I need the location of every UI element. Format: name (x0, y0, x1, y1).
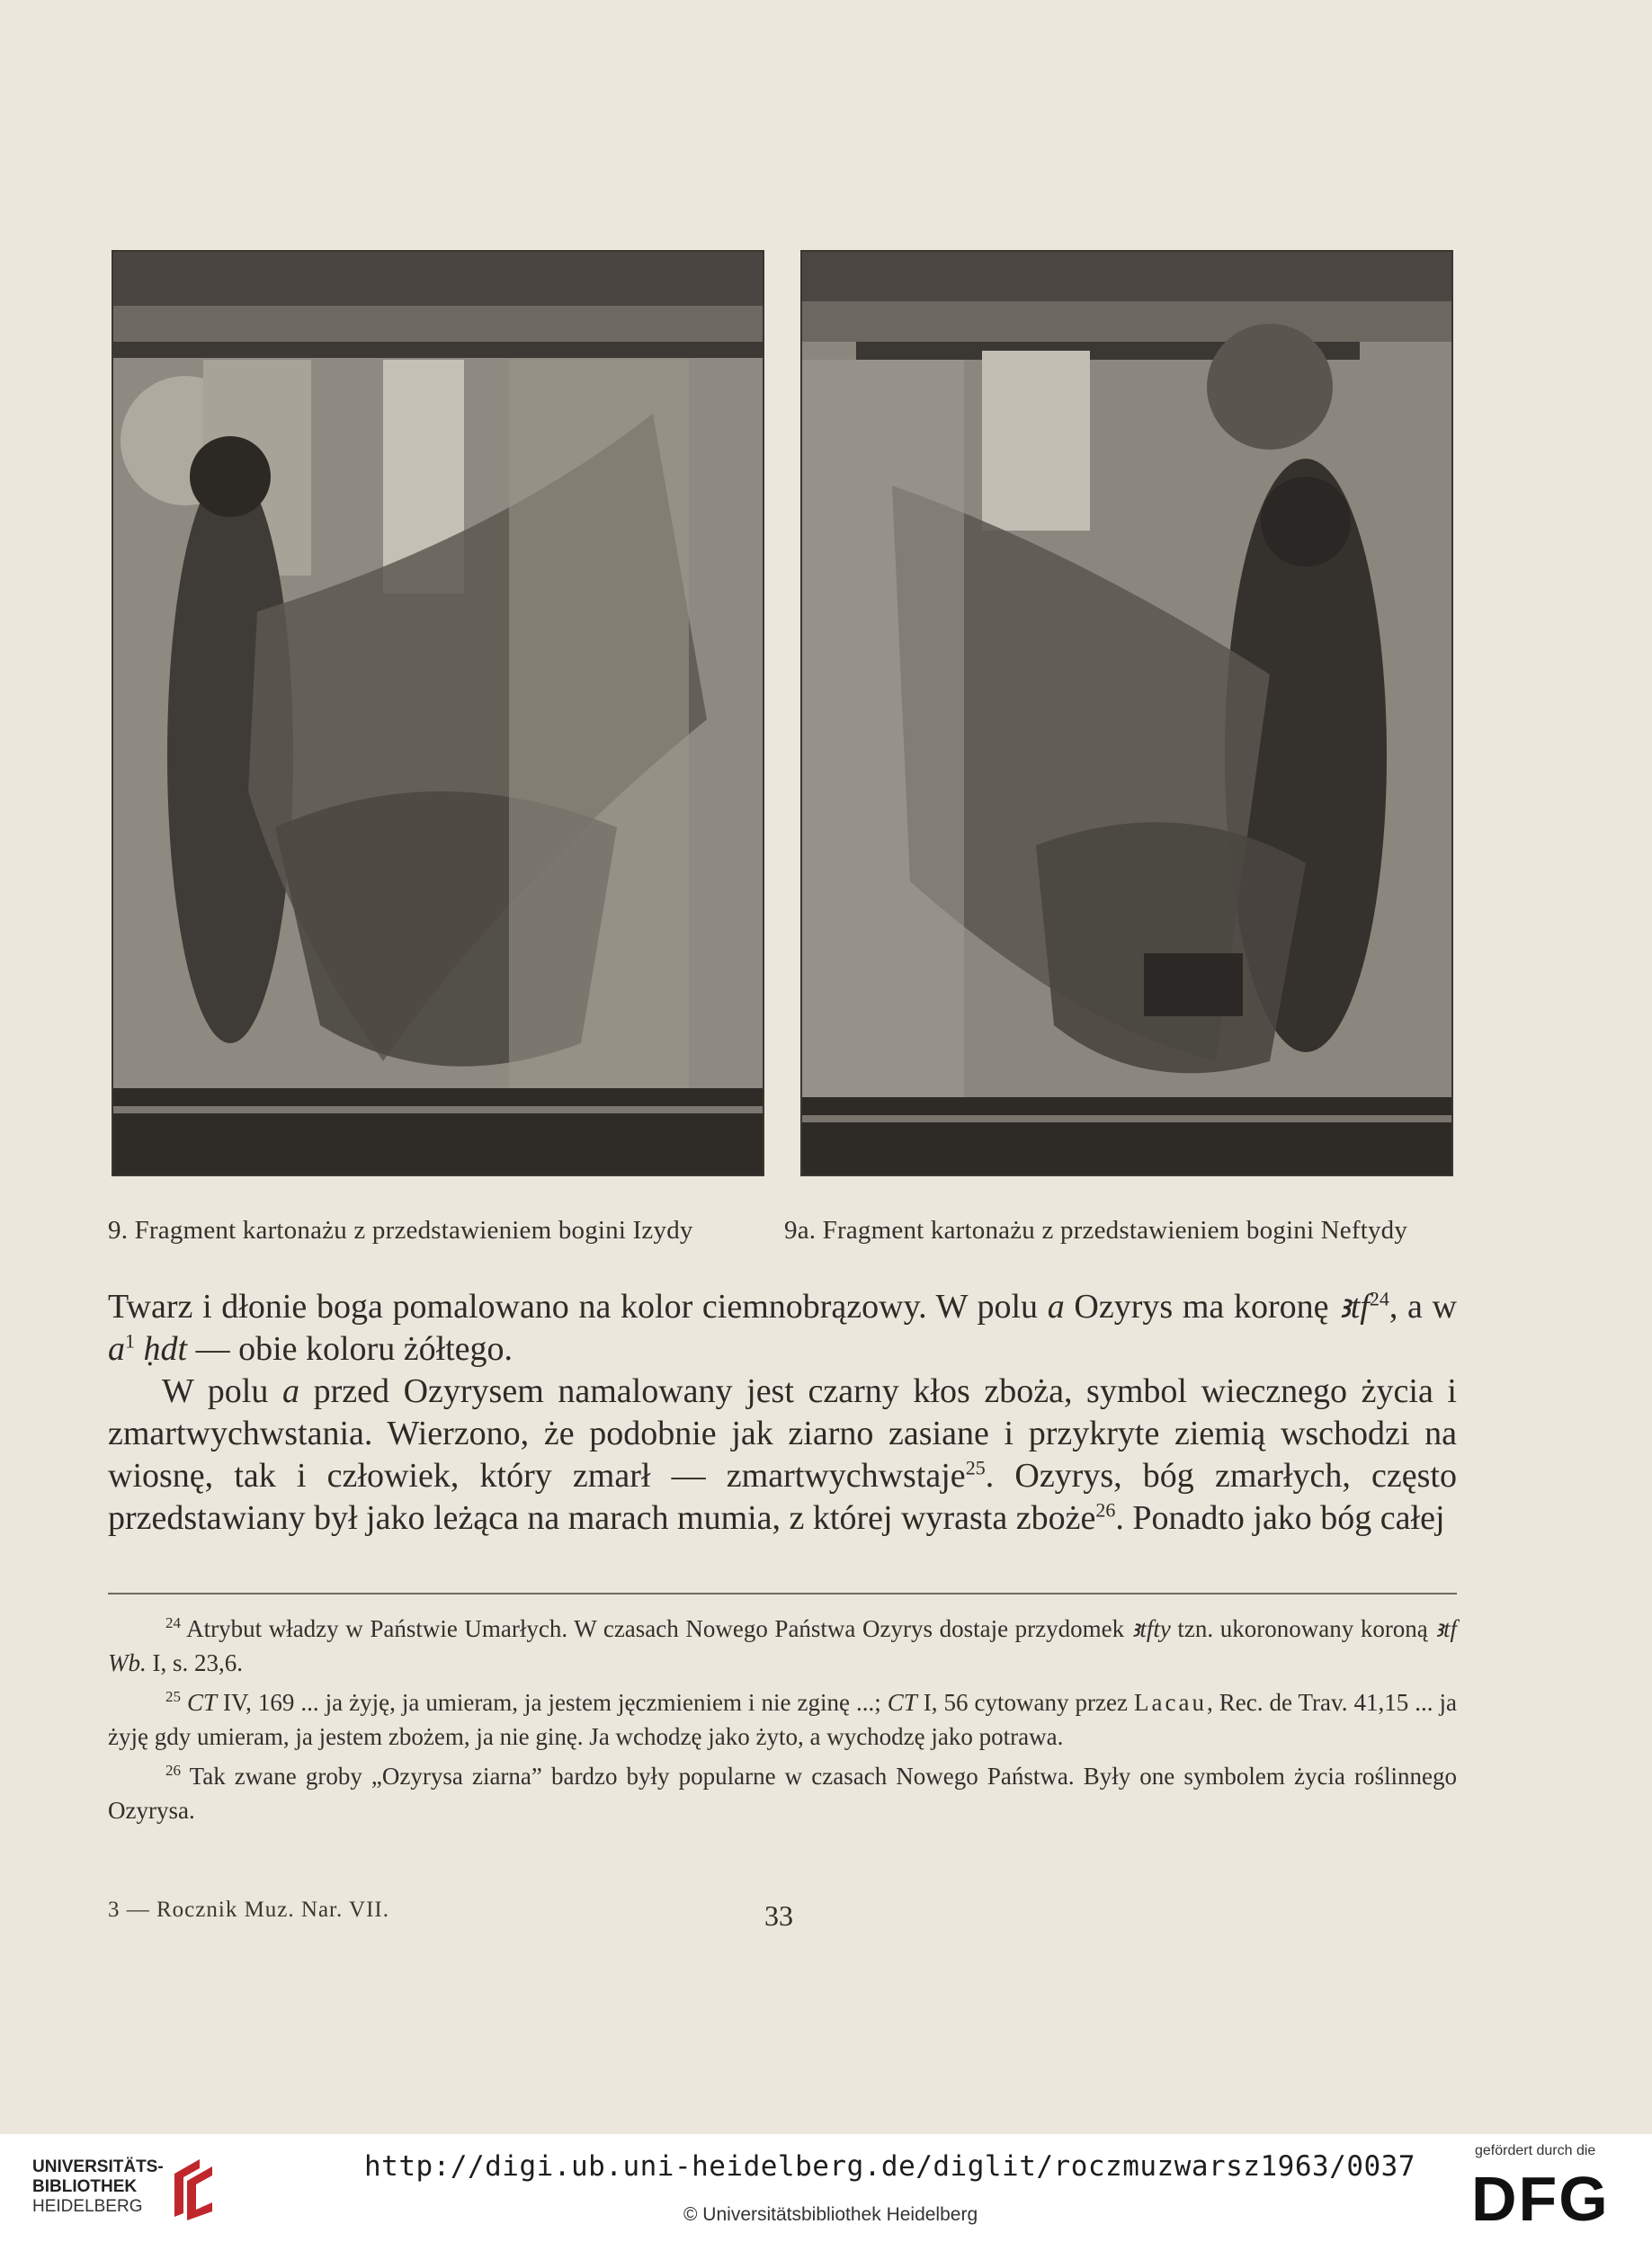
figure-9-isis-photo (112, 250, 764, 1176)
page-number: 33 (764, 1899, 793, 1932)
footnote-ref-24[interactable]: 24 (1369, 1287, 1389, 1310)
figure-9-caption: 9. Fragment kartonażu z przedstawieniem bogini Izydy (108, 1216, 693, 1245)
body-text (108, 1286, 1457, 1540)
library-mark-icon (167, 2156, 221, 2220)
paragraph-1: Twarz i dłonie boga pomalowano na kolor ciemnobrązowy. W polu a Ozyrys ma koronę ꜣtf$^{24}$, a w $a^1$ ḥdt — obie koloru żółtego. (108, 1287, 1457, 1368)
university-library-logo[interactable]: UNIVERSITÄTS- BIBLIOTHEK HEIDELBERG (32, 2154, 239, 2226)
funding-note: gefördert durch die (1475, 2143, 1596, 2158)
figure-9a-nephthys-photo (800, 250, 1453, 1176)
running-footer: 3 — Rocznik Muz. Nar. VII. (108, 1898, 389, 1922)
footnote-ref-25[interactable]: 25 (965, 1456, 986, 1479)
paragraph-2: W polu a przed Ozyrysem namalowany jest czarny kłos zboża, symbol wiecznego życia i zmartwychwstania. Wierzono, że podobnie jak ziarno zasiane i przykryte ziemią wschodzi na wiosnę, tak i człowiek, który zmarł — zmartwychwstaje$^{25}$. Ozyrys, bóg zmarłych, często przedstawiany był jako leżąca na marach mumia, z której wyrasta zboże$^{26}$. Ponadto jako bóg całej (108, 1372, 1457, 1537)
copyright-notice: © Universitätsbibliothek Heidelberg (683, 2204, 978, 2225)
footnote-25: $^{25}$ CT IV, 169 ... ja żyję, ja umieram, ja jestem jęczmieniem i nie zginę ...; CT I, 56 cytowany przez Lacau, Rec. de Trav. 41,15 ... ja żyję gdy umieram, ja jestem zbożem, ja nie ginę. Ja wchodzę jako żyto, a wychodzę jako potrawa. (108, 1688, 1457, 1750)
isis-illustration (113, 252, 763, 1175)
figure-9a-caption: 9a. Fragment kartonażu z przedstawieniem bogini Neftydy (784, 1216, 1408, 1245)
footnote-ref-26[interactable]: 26 (1095, 1498, 1116, 1522)
permalink-url[interactable]: http://digi.ub.uni-heidelberg.de/diglit/roczmuzwarsz1963/0037 (364, 2150, 1415, 2183)
footnote-divider (108, 1593, 1457, 1594)
footnote-24: $^{24}$ Atrybut władzy w Państwie Umarłych. W czasach Nowego Państwa Ozyrys dostaje przydomek ꜣtfty tzn. ukoronowany koroną ꜣtf Wb. I, s. 23,6. (108, 1614, 1458, 1676)
nephthys-illustration (802, 252, 1451, 1175)
footnote-26: $^{26}$ Tak zwane groby „Ozyrysa ziarna” bardzo były popularne w czasach Nowego Państwa. Były one symbolem życia roślinnego Ozyrysa. (108, 1762, 1457, 1824)
digitization-footer (0, 2134, 1652, 2242)
footnotes (108, 1612, 1457, 1833)
dfg-logo[interactable]: DFG (1471, 2164, 1610, 2234)
